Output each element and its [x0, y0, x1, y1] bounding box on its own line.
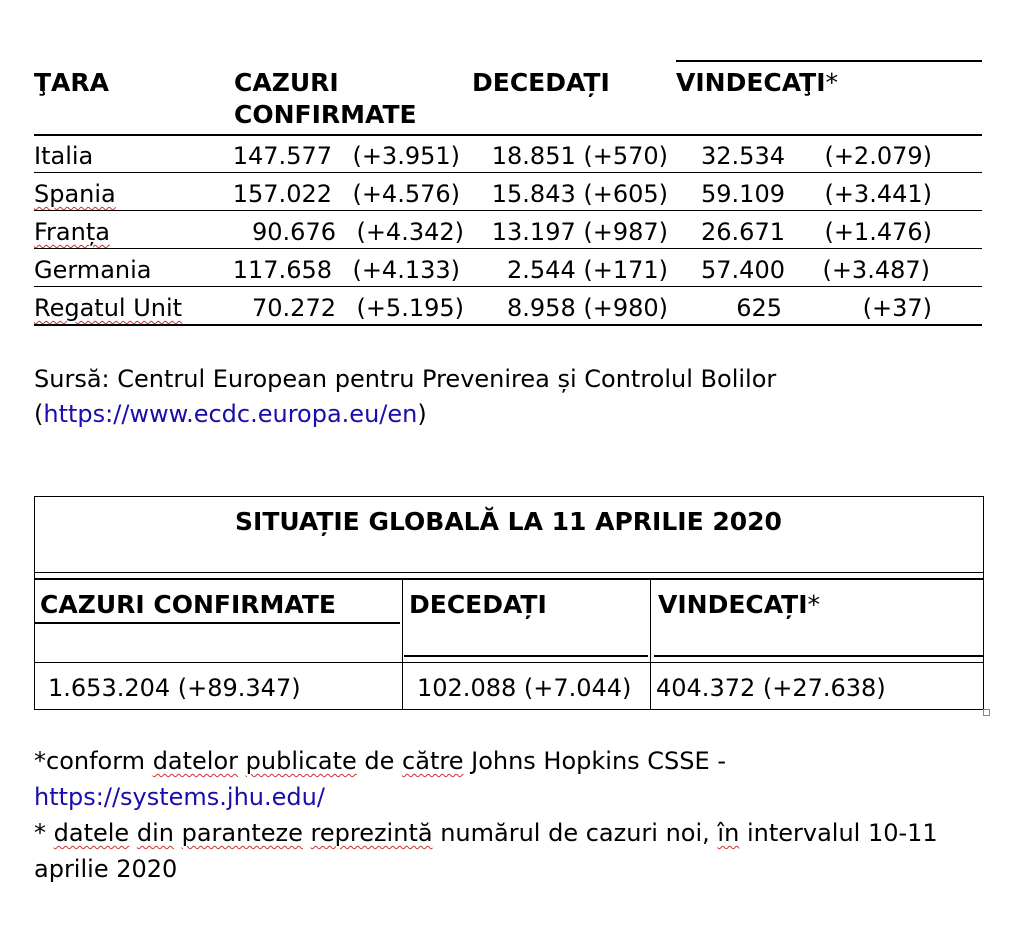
header-country: ŢARA: [34, 68, 109, 97]
row-country: Franța: [34, 218, 110, 246]
table1-header-border: [34, 134, 676, 136]
table2-header-recovered-marker: *: [807, 590, 821, 619]
note2-word: *: [34, 819, 46, 847]
note2-word: datele: [53, 819, 130, 847]
note1-word: datelor: [152, 747, 239, 775]
row-recovered-new: (+1.476): [824, 218, 932, 246]
table2-value-border: [34, 662, 983, 663]
table2-header-border: [654, 655, 983, 657]
row-confirmed: 90.676: [252, 218, 336, 246]
table2-title-border: [34, 572, 983, 573]
row-country: Spania: [34, 180, 116, 208]
row-recovered-new: (+3.487): [822, 256, 930, 284]
row-confirmed: 117.658: [232, 256, 332, 284]
table2-header-recovered-label: VINDECAȚI: [658, 590, 808, 619]
row-confirmed-new: (+5.195): [356, 294, 464, 322]
table2-right: [983, 496, 984, 709]
row-deaths: 13.197 (+987): [491, 218, 668, 246]
row-recovered: 32.534: [701, 142, 785, 170]
row-recovered: 625: [736, 294, 782, 322]
jhu-link[interactable]: https://systems.jhu.edu/: [34, 783, 325, 811]
table1-header-border-right: [676, 134, 982, 136]
row-deaths: 2.544 (+171): [507, 256, 668, 284]
note1-word: de: [364, 747, 395, 775]
table1-row-border: [34, 286, 982, 287]
header-recovered-label: VINDECAŢI: [676, 68, 826, 97]
source-link[interactable]: https://www.ecdc.europa.eu/en: [43, 400, 418, 428]
source-text: Sursă: Centrul European pentru Prevenirea și Controlul Bolilor: [34, 365, 777, 393]
note1-word: Johns Hopkins CSSE -: [471, 747, 726, 775]
table2-header-confirmed: CAZURI CONFIRMATE: [40, 590, 336, 619]
header-recovered: [676, 66, 838, 100]
table2-value-recovered: 404.372 (+27.638): [656, 674, 886, 702]
table2-header-border: [404, 655, 648, 657]
row-confirmed-new: (+4.342): [356, 218, 464, 246]
note1-word: publicate: [245, 747, 357, 775]
source-link-close: ): [417, 400, 427, 428]
note2-word: paranteze: [181, 819, 303, 847]
header-confirmed-line2: CONFIRMATE: [234, 100, 417, 129]
row-recovered: 57.400: [701, 256, 785, 284]
table2-header-deaths: DECEDAȚI: [409, 590, 547, 619]
table2-value-deaths: 102.088 (+7.044): [417, 674, 632, 702]
table2-header-recovered: [658, 588, 820, 622]
note2-word: reprezintă: [310, 819, 433, 847]
row-confirmed: 70.272: [252, 294, 336, 322]
table2-header-border: [34, 622, 400, 624]
table2-top: [34, 496, 983, 497]
header-deaths: DECEDAȚI: [472, 68, 610, 97]
row-deaths: 18.851 (+570): [491, 142, 668, 170]
table1-row-border: [34, 248, 982, 249]
row-confirmed: 157.022: [232, 180, 332, 208]
table2-value-confirmed: 1.653.204 (+89.347): [48, 674, 301, 702]
note2-word: numărul de cazuri noi,: [440, 819, 710, 847]
note1-line2: [34, 779, 325, 815]
note2-word: din: [136, 819, 174, 847]
row-recovered: 26.671: [701, 218, 785, 246]
table1-top-border: [676, 60, 982, 62]
note2-line1: [34, 815, 938, 851]
row-confirmed-new: (+4.133): [352, 256, 460, 284]
table2-bottom: [34, 709, 983, 710]
row-deaths: 8.958 (+980): [507, 294, 668, 322]
table1-row-border: [34, 210, 982, 211]
table1-row-border: [34, 172, 982, 173]
header-recovered-marker: *: [825, 68, 839, 97]
row-recovered: 59.109: [701, 180, 785, 208]
row-deaths: 15.843 (+605): [491, 180, 668, 208]
note1-word: către: [402, 747, 464, 775]
table2-col-divider: [402, 578, 403, 709]
row-confirmed-new: (+4.576): [352, 180, 460, 208]
note2-word: intervalul 10-11: [746, 819, 938, 847]
row-confirmed: 147.577: [232, 142, 332, 170]
note2-word: în: [717, 819, 740, 847]
table2-resize-handle[interactable]: [983, 709, 990, 716]
note1-line1: [34, 743, 726, 779]
row-recovered-new: (+3.441): [824, 180, 932, 208]
header-confirmed-line1: CAZURI: [234, 68, 339, 97]
row-recovered-new: (+37): [862, 294, 932, 322]
row-confirmed-new: (+3.951): [352, 142, 460, 170]
table2-title-border2: [34, 578, 983, 580]
note2-line2: aprilie 2020: [34, 855, 178, 883]
table1-bottom-border: [34, 324, 982, 326]
source-link-line: [34, 396, 427, 432]
source-link-open: (: [34, 400, 44, 428]
note1-word: *conform: [34, 747, 146, 775]
table2-col-divider: [650, 578, 651, 709]
table2-title: SITUAȚIE GLOBALĂ LA 11 APRILIE 2020: [235, 507, 782, 536]
row-country: Germania: [34, 256, 152, 284]
row-recovered-new: (+2.079): [824, 142, 932, 170]
row-country: Regatul Unit: [34, 294, 183, 322]
row-country: Italia: [34, 142, 94, 170]
